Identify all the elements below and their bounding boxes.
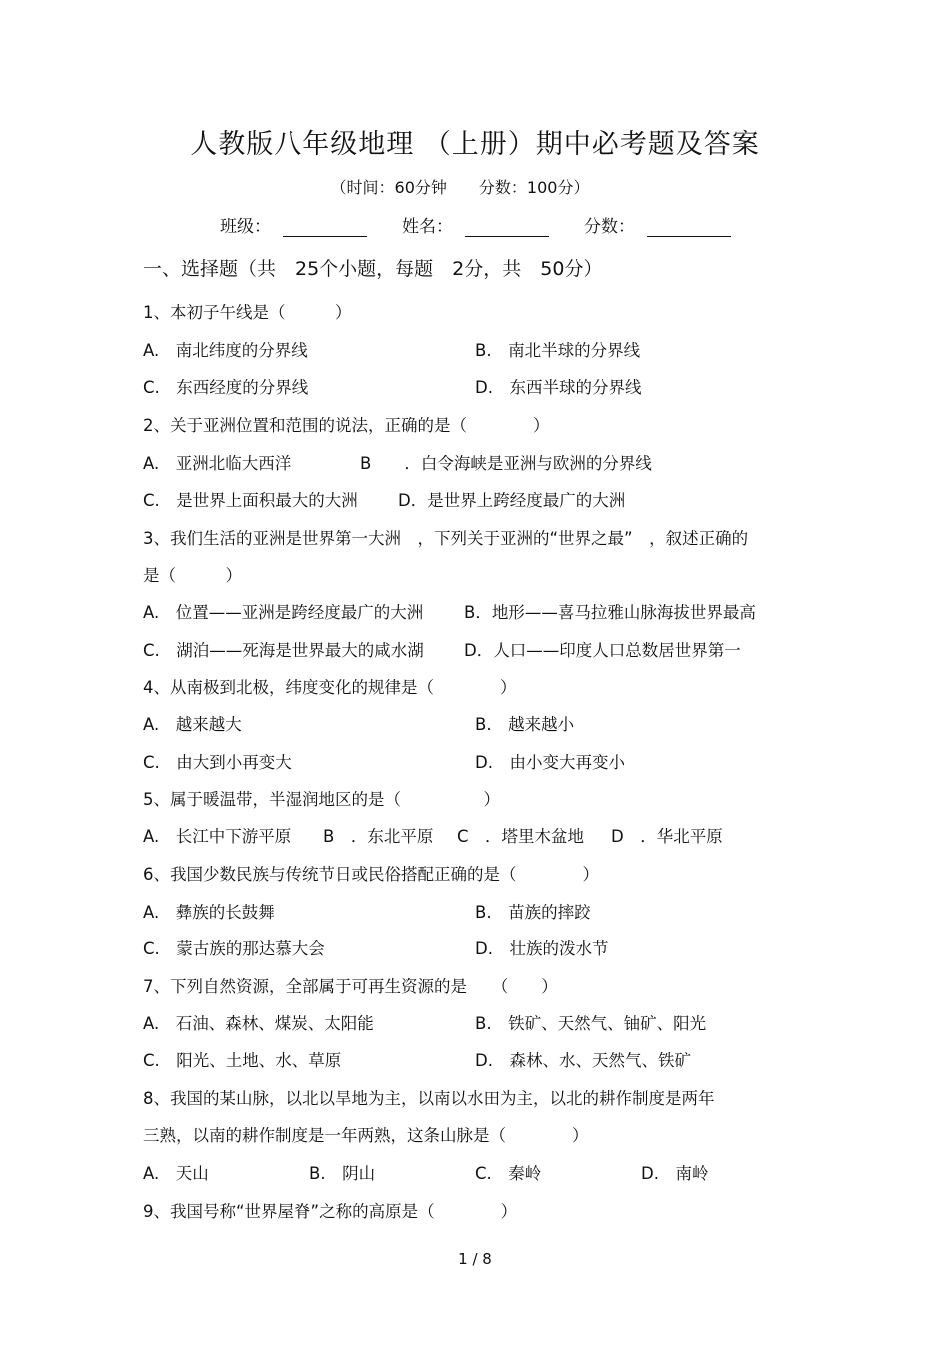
option: A. 位置——亚洲是跨经度最广的大洲 [143,603,424,622]
option: B. 南北半球的分界线 [475,341,641,360]
question-stem: 1、本初子午线是（ ） [143,303,352,322]
class-label: 班级： [220,217,271,237]
option: B. 阴山 [309,1164,376,1183]
question-stem: 6、我国少数民族与传统节日或民俗搭配正确的是（ ） [143,865,599,884]
class-field [220,212,367,237]
option: B ．东北平原 [323,827,434,846]
name-blank [465,216,549,237]
option: D．是世界上跨经度最广的大洲 [398,491,626,510]
option: C ．塔里木盆地 [457,827,585,846]
score-blank [647,216,731,237]
option: A. 石油、森林、煤炭、太阳能 [143,1014,374,1033]
option: C. 蒙古族的那达慕大会 [143,939,325,958]
option: D ．华北平原 [611,827,723,846]
name-field [402,212,549,237]
question-stem: 3、我们生活的亚洲是世界第一大洲 ，下列关于亚洲的“世界之最” ，叙述正确的 [143,529,749,548]
section-heading: 一、选择题（共 25个小题，每题 2分，共 50分） [143,258,603,280]
question-stem: 2、关于亚洲位置和范围的说法，正确的是（ ） [143,416,550,435]
option: D. 森林、水、天然气、铁矿 [475,1051,691,1070]
name-label: 姓名： [402,217,453,237]
option: C. 湖泊——死海是世界最大的咸水湖 [143,641,424,660]
option: D. 南岭 [641,1164,709,1183]
exam-time-score: （时间：60分钟 分数：100分） [330,178,590,197]
option: A. 亚洲北临大西洋 [143,454,292,473]
question-stem-continued: 三熟，以南的耕作制度是一年两熟，这条山脉是（ ） [143,1126,589,1145]
option: B. 铁矿、天然气、铀矿、阳光 [475,1014,707,1033]
option: D. 壮族的泼水节 [475,939,609,958]
score-field [584,212,731,237]
option: C. 由大到小再变大 [143,753,292,772]
option: A. 长江中下游平原 [143,827,292,846]
question-stem-continued: 是（ ） [143,566,242,585]
question-stem: 8、我国的某山脉，以北以旱地为主，以南以水田为主，以北的耕作制度是两年 [143,1089,715,1108]
score-label: 分数： [584,217,635,237]
class-blank [283,216,367,237]
option: B ．白令海峡是亚洲与欧洲的分界线 [360,454,652,473]
option: A. 天山 [143,1164,209,1183]
option: B. 苗族的摔跤 [475,903,591,922]
page-number: 1 / 8 [458,1250,492,1268]
question-stem: 4、从南极到北极，纬度变化的规律是（ ） [143,678,517,697]
option: C. 是世界上面积最大的大洲 [143,491,358,510]
option: D. 由小变大再变小 [475,753,625,772]
option: D．人口——印度人口总数居世界第一 [464,641,741,660]
question-stem: 9、我国号称“世界屋脊”之称的高原是（ ） [143,1202,518,1221]
option: C. 东西经度的分界线 [143,378,309,397]
document-title: 人教版八年级地理 （上册）期中必考题及答案 [190,129,760,160]
option: A. 彝族的长鼓舞 [143,903,275,922]
option: B. 越来越小 [475,715,575,734]
option: B．地形——喜马拉雅山脉海拔世界最高 [464,603,756,622]
question-stem: 7、下列自然资源，全部属于可再生资源的是 （ ） [143,977,558,996]
question-stem: 5、属于暖温带，半湿润地区的是（ ） [143,790,500,809]
option: C. 秦岭 [475,1164,542,1183]
option: A. 南北纬度的分界线 [143,341,308,360]
option: D. 东西半球的分界线 [475,378,642,397]
option: A. 越来越大 [143,715,242,734]
option: C. 阳光、土地、水、草原 [143,1051,342,1070]
